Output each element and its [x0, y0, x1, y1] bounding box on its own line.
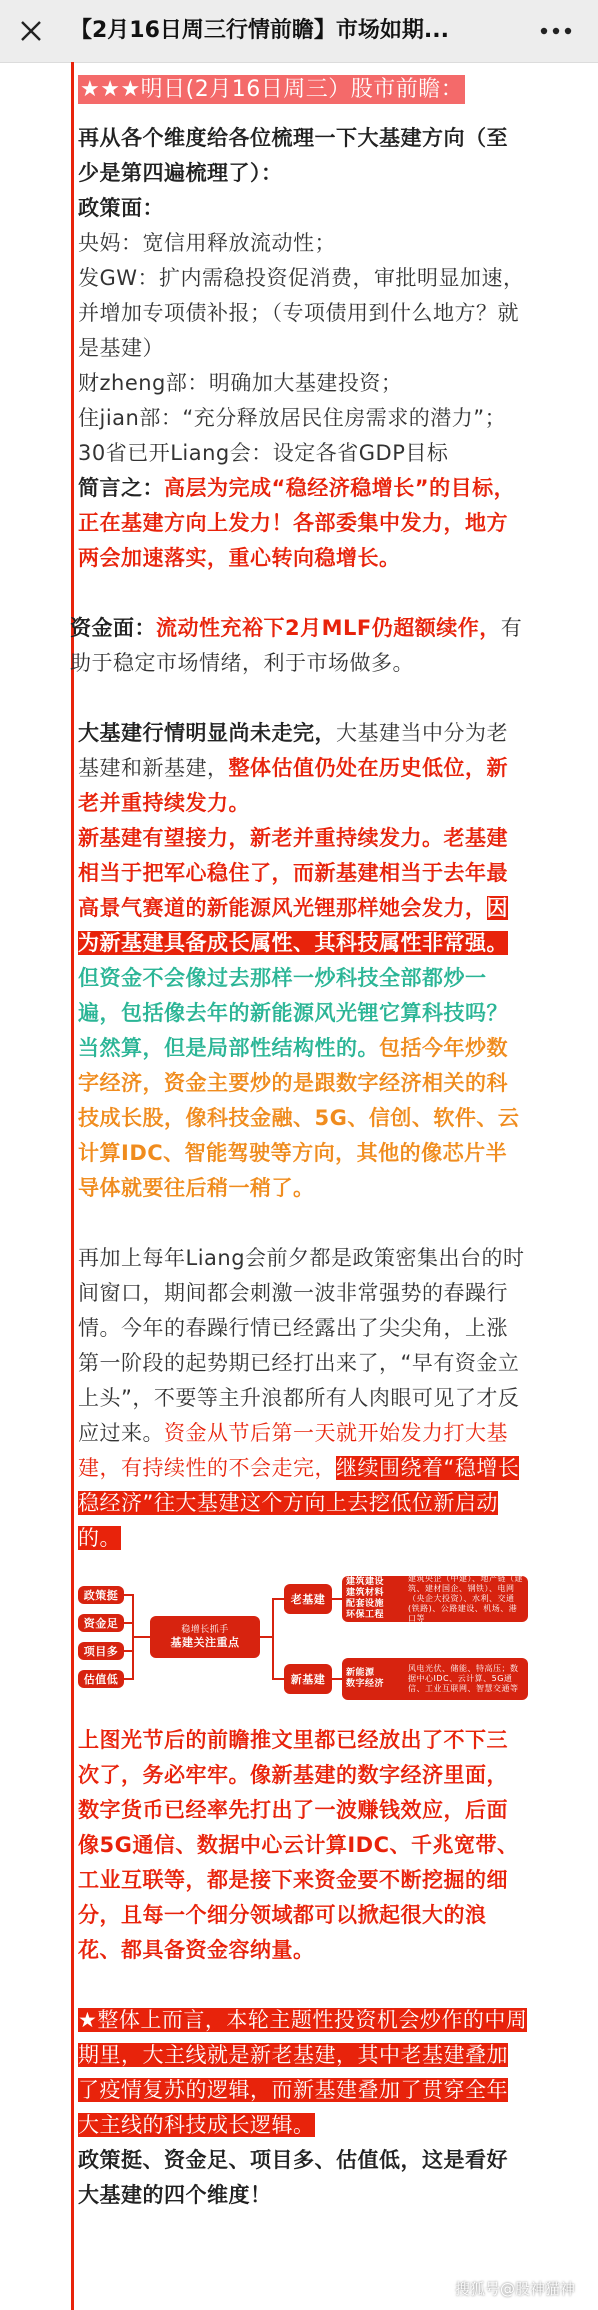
article-body: [70, 70, 528, 2213]
page-title: 【2月16日周三行情前瞻】市场如期...: [70, 18, 449, 43]
top-bar: [0, 0, 598, 63]
new-infra-node: 新基建: [284, 1664, 332, 1694]
overall-paragraph: ★整体上而言，本轮主题性投资机会炒作的中周期里，大主线就是新老基建，其中老基建叠加了疫情复苏的逻辑，而新基建叠加了贯穿全年大主线的科技成长逻辑。: [78, 2008, 528, 2137]
intro-text: 再从各个维度给各位梳理一下大基建方向（至少是第四遍梳理了）：: [78, 126, 508, 185]
spring-paragraph: 再加上每年Liang会前夕都是政策密集出台的时间窗口，期间都会刺激一波非常强势的春躁行情。今年的春躁行情已经露出了尖尖角，上涨第一阶段的起势期已经打出来了，“早有资金立上头”，不要等主升浪都所有人肉眼可见了才反应过来。资金从节后第一天就开始发力打大基建，有持续性的不会走完，继续围绕着“稳增长稳经济”往大基建这个方向上去挖低位新启动的。: [78, 1246, 525, 1550]
new-infra-paragraph: 新基建有望接力，新老并重持续发力。老基建相当于把军心稳住了，而新基建相当于去年最高景气赛道的新能源风光锂那样她会发力，因为新基建具备成长属性、其科技属性非常强。: [78, 826, 508, 955]
more-icon[interactable]: [536, 18, 576, 44]
policy-label: 政策面：: [78, 196, 164, 220]
policy-item: 住jian部：“充分释放居民住房需求的潜力”；: [78, 406, 507, 430]
tag-valuation: 估值低: [78, 1670, 124, 1688]
fund-paragraph: 资金面：流动性充裕下2月MLF仍超额续作，有助于稳定市场情绪，利于市场做多。: [70, 616, 523, 675]
digital-paragraph: 上图光节后的前瞻推文里都已经放出了不下三次了，务必牢牢。像新基建的数字经济里面，数字货币已经率先打出了一波赚钱效应，后面像5G通信、数据中心云计算IDC、千兆宽带、工业互联等，都是接下来资金要不断挖掘的细分，且每一个细分领域都可以掀起很大的浪花、都具备资金容纳量。: [78, 1728, 519, 1962]
new-infra-detail: 新能源 数字经济 风电光伏、储能、特高压；数据中心IDC、云计算、5G通信、工业互联网、智慧交通等: [342, 1658, 528, 1700]
tech-paragraph: 但资金不会像过去那样一炒科技全部都炒一遍，包括像去年的新能源风光锂它算科技吗？当然算，但是局部性结构性的。包括今年炒数字经济，资金主要炒的是跟数字经济相关的科技成长股，像科技金融、5G、信创、软件、云计算IDC、智能驾驶等方向，其他的像芯片半导体就要往后稍一稍了。: [78, 966, 520, 1200]
policy-item: 财zheng部：明确加大基建投资；: [78, 371, 403, 395]
article-heading: ★★★明日(2月16日周三）股市前瞻：: [80, 77, 464, 102]
center-node: 稳增长抓手 基建关注重点: [150, 1616, 260, 1658]
tag-policy: 政策挺: [78, 1586, 124, 1604]
old-infra-detail: 建筑建设 建筑材料 配套设施 环保工程 建筑央企（中建）、地产链（建筑、建材国企、钢铁）、电网（央企大投资）、水利、交通(铁路)、公路建设、机场、港口等: [342, 1576, 528, 1622]
summary-paragraph: 简言之：高层为完成“稳经济稳增长”的目标，正在基建方向上发力！各部委集中发力，地方两会加速落实，重心转向稳增长。: [78, 476, 516, 570]
old-infra-node: 老基建: [284, 1584, 332, 1614]
infra-mindmap: [78, 1576, 528, 1701]
policy-item: 央妈：宽信用释放流动性；: [78, 231, 336, 255]
infra-paragraph: 大基建行情明显尚未走完，大基建当中分为老基建和新基建，整体估值仍处在历史低位，新老并重持续发力。: [78, 721, 508, 815]
tag-funds: 资金足: [78, 1614, 124, 1632]
left-red-rule: [71, 62, 74, 2310]
policy-item: 30省已开Liang会：设定各省GDP目标: [78, 441, 449, 465]
watermark: 搜狐号@股神猫神: [455, 2280, 576, 2298]
close-icon[interactable]: [14, 14, 48, 48]
conclusion-paragraph: 政策挺、资金足、项目多、估值低，这是看好大基建的四个维度！: [78, 2148, 508, 2207]
tag-projects: 项目多: [78, 1642, 124, 1660]
policy-item: 发GW：扩内需稳投资促消费，审批明显加速，并增加专项债补报；（专项债用到什么地方？就是基建）: [78, 266, 525, 360]
